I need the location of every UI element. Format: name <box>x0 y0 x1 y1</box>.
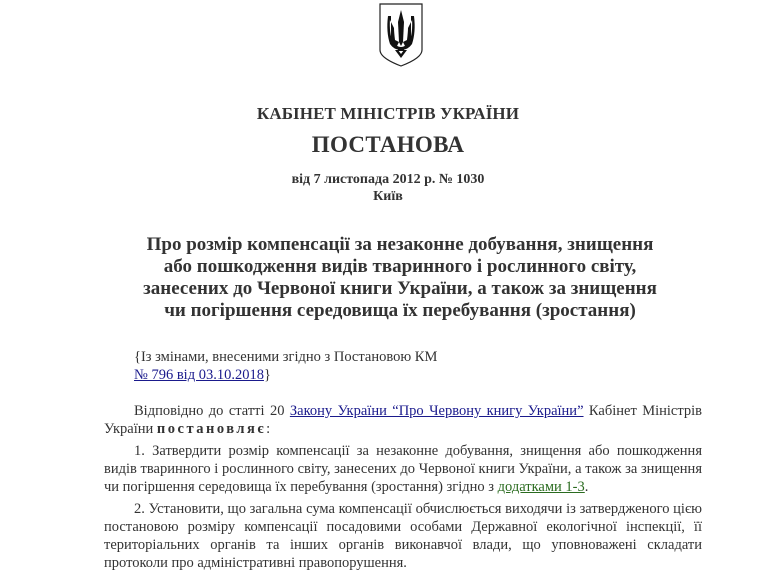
amendment-note <box>134 348 437 384</box>
amendment-suffix: } <box>263 367 271 383</box>
document-title <box>120 234 680 322</box>
title-line: або пошкодження видів тваринного і рослинного світу, <box>163 256 637 277</box>
preamble-text-after: Кабінет Міністрів України <box>104 403 702 437</box>
red-book-law-link[interactable]: Закону України “Про Червону книгу України” <box>289 403 584 419</box>
preamble-text: Відповідно до статті 20 <box>134 403 290 419</box>
paragraph-1-end: . <box>584 479 589 495</box>
date-number-line: від 7 листопада 2012 р. № 1030 <box>291 172 485 187</box>
title-line: занесених до Червоної книги України, а також за знищення <box>143 278 657 299</box>
ukraine-trident-coat-of-arms-icon <box>378 2 424 68</box>
authority-heading: КАБІНЕТ МІНІСТРІВ УКРАЇНИ <box>256 104 520 123</box>
appendices-link[interactable]: додатками 1-3 <box>497 479 585 495</box>
title-line: Про розмір компенсації за незаконне добування, знищення <box>146 234 654 255</box>
paragraph-1-text: 1. Затвердити розмір компенсації за незаконне добування, знищення або пошкодження видів тваринного і рослинного світу, занесених до Червоної книги України, а також за знищення чи погіршення середовища їх перебування (зростання) згідно з <box>104 443 702 495</box>
colon: : <box>266 421 271 437</box>
paragraph-1 <box>104 442 702 496</box>
paragraph-2: 2. Установити, що загальна сума компенсації обчислюється виходячи із затвердженого цією постановою розміру компенсації посадовими особами Державної екологічної інспекції, її територіальних органів та інших органів виконавчої влади, що уповноважені складати протоколи про адміністративні правопорушення. <box>104 501 702 571</box>
preamble-paragraph <box>104 402 702 438</box>
decree-word: постановляє <box>156 421 267 437</box>
amendment-resolution-link[interactable]: № 796 від 03.10.2018 <box>134 367 264 383</box>
title-line: чи погіршення середовища їх перебування (зростання) <box>164 300 636 321</box>
city-line: Київ <box>373 189 403 204</box>
amendment-prefix: {Із змінами, внесеними згідно з Постановою КМ <box>134 349 438 365</box>
document-type-heading: ПОСТАНОВА <box>311 132 465 157</box>
